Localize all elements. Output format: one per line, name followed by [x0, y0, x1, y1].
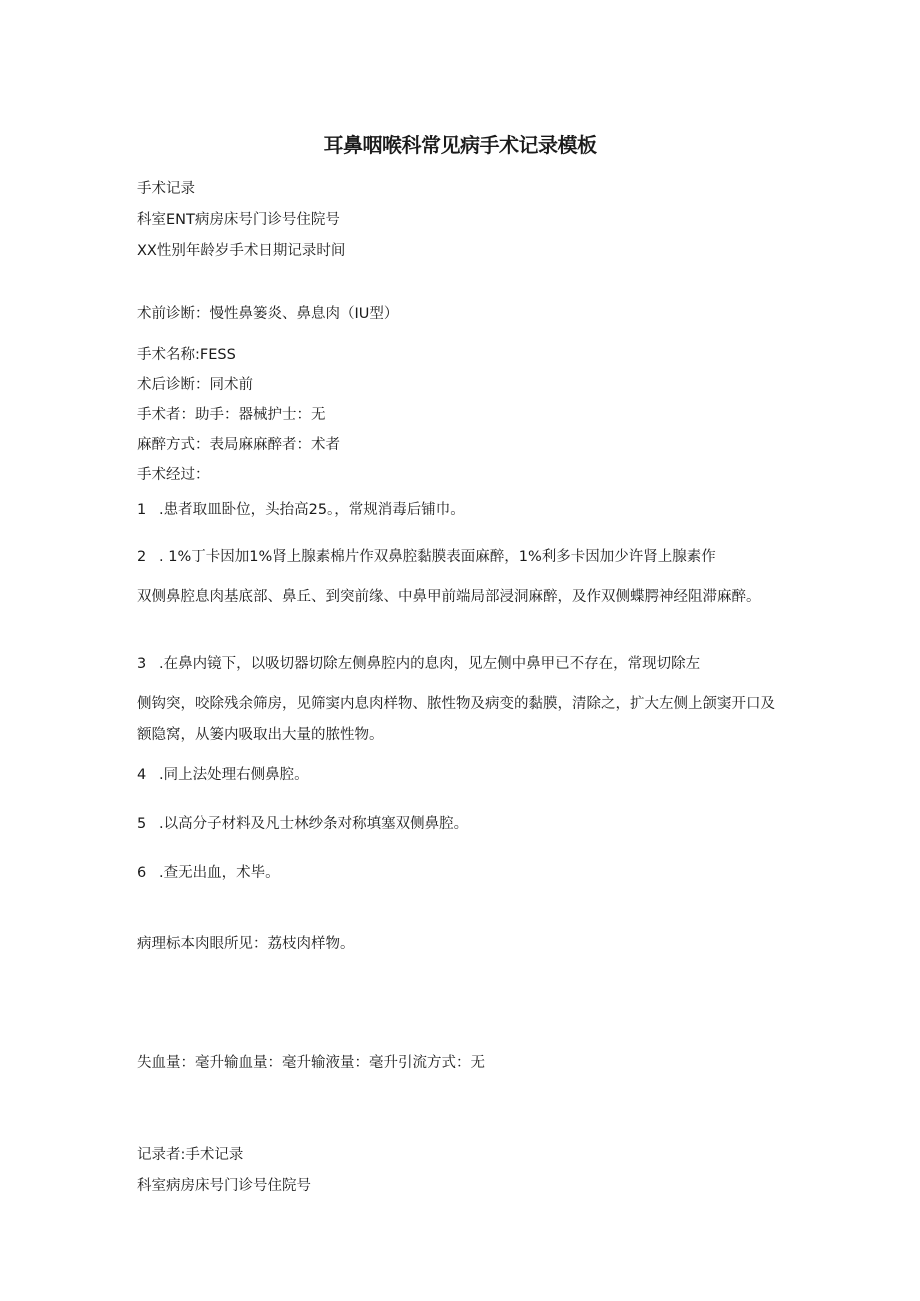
- document-title: 耳鼻咽喉科常见病手术记录模板: [323, 133, 597, 157]
- step-number: 3: [137, 656, 147, 672]
- step-number: 2: [137, 549, 147, 565]
- step-number: 1: [137, 502, 147, 518]
- recorder-line: 记录者:手术记录: [137, 1147, 244, 1163]
- post-op-diagnosis: 术后诊断：同术前: [137, 377, 253, 393]
- surgeons-line: 手术者：助手：器械护士：无: [137, 407, 326, 423]
- step-text: .同上法处理右侧鼻腔。: [159, 767, 309, 783]
- step-item: [137, 542, 777, 613]
- step-number: 6: [137, 865, 147, 881]
- step-number: 5: [137, 816, 147, 832]
- process-label: 手术经过：: [137, 467, 210, 483]
- blood-loss-line: 失血量：毫升输血量：毫升输液量：毫升引流方式：无: [137, 1055, 485, 1071]
- header-record-label: 手术记录: [137, 181, 195, 197]
- step-text: .以高分子材料及凡士林纱条对称填塞双侧鼻腔。: [159, 816, 469, 832]
- step-text: . 1%丁卡因加1%肾上腺素棉片作双鼻腔黏膜表面麻醉，1%利多卡因加少许肾上腺素作: [159, 549, 716, 565]
- step-item: [137, 863, 280, 883]
- footer-department-line: 科室病房床号门诊号住院号: [137, 1178, 311, 1194]
- step-text: .在鼻内镜下，以吸切器切除左侧鼻腔内的息肉，见左侧中鼻甲已不存在，常现切除左: [159, 656, 701, 672]
- pathology-line: 病理标本肉眼所见：荔枝肉样物。: [137, 936, 355, 952]
- header-patient-line: XX性别年龄岁手术日期记录时间: [137, 243, 346, 259]
- step-item: [137, 765, 309, 785]
- header-department-line: 科室ENT病房床号门诊号住院号: [137, 212, 340, 228]
- step-text: .查无出血，术毕。: [159, 865, 280, 881]
- anesthesia-line: 麻醉方式：表局麻麻醉者：术者: [137, 437, 340, 453]
- step-text-continued: 侧钩突，咬除残余筛房，见筛窦内息肉样物、脓性物及病变的黏膜，清除之，扩大左侧上颌窦开口及额隐窝，从篓内吸取出大量的脓性物。: [137, 696, 775, 743]
- step-number: 4: [137, 767, 147, 783]
- step-text: .患者取皿卧位，头抬高25。，常规消毒后铺巾。: [159, 502, 465, 518]
- step-item: [137, 500, 465, 520]
- pre-op-diagnosis: 术前诊断：慢性鼻篓炎、鼻息肉（IU型）: [137, 306, 399, 322]
- step-text-continued: 双侧鼻腔息肉基底部、鼻丘、到突前缘、中鼻甲前端局部浸洞麻醉，及作双侧蝶腭神经阻滞麻醉。: [137, 589, 761, 605]
- step-item: [137, 649, 777, 751]
- surgery-name: 手术名称:FESS: [137, 347, 236, 363]
- step-item: [137, 814, 468, 834]
